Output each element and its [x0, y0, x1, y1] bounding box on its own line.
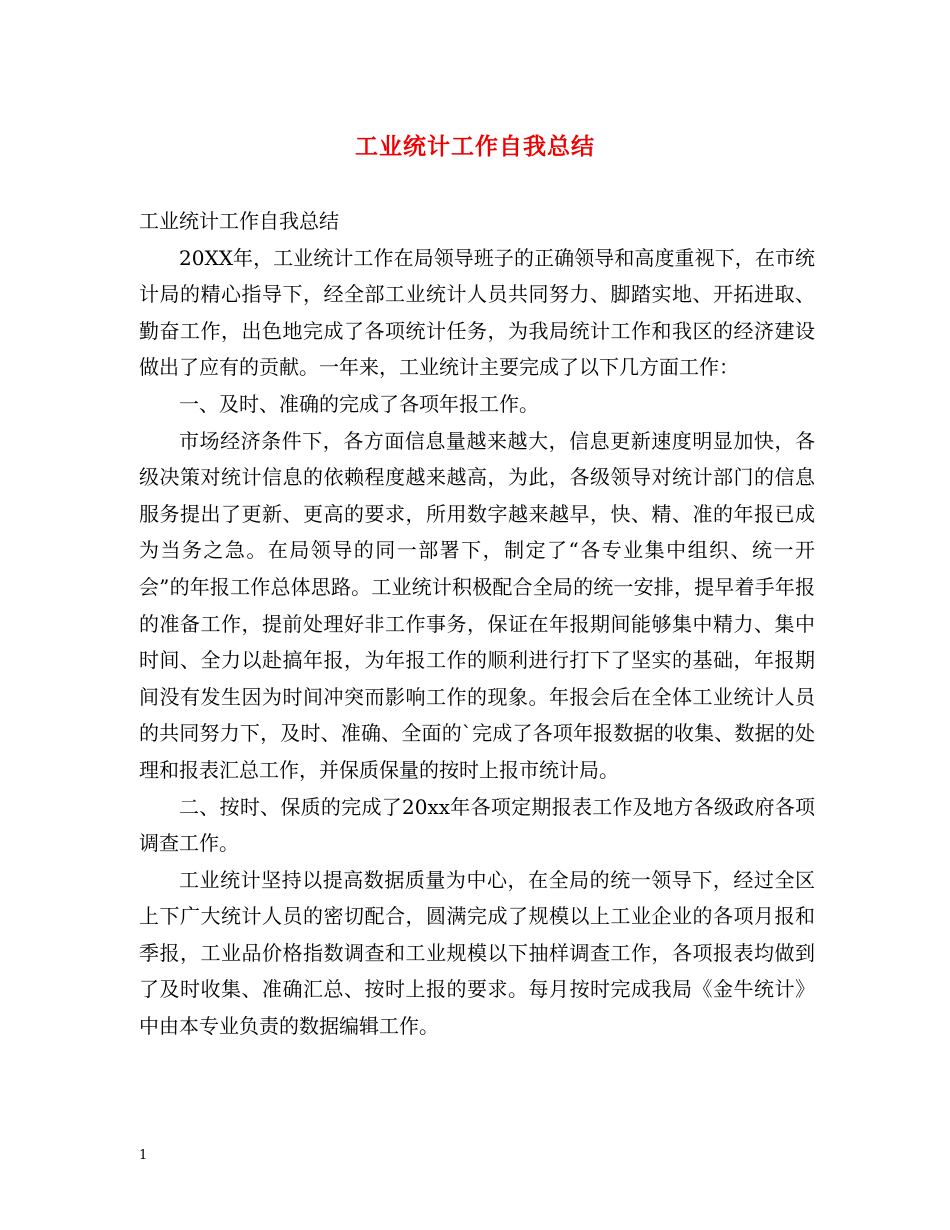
page-number: 1 — [139, 1148, 148, 1163]
paragraph-intro: 20XX年，工业统计工作在局领导班子的正确领导和高度重视下，在市统计局的精心指导下，经全部工业统计人员共同努力、脚踏实地、开拓进取、勤奋工作，出色地完成了各项统计任务，为我局统计工作和我区的经济建设做出了应有的贡献。一年来，工业统计主要完成了以下几方面工作： — [139, 245, 815, 380]
document-body — [139, 203, 815, 1045]
paragraph-data-quality: 工业统计坚持以提高数据质量为中心，在全局的统一领导下，经过全区上下广大统计人员的密切配合，圆满完成了规模以上工业企业的各项月报和季报，工业品价格指数调查和工业规模以下抽样调查工作，各项报表均做到了及时收集、准确汇总、按时上报的要求。每月按时完成我局《金牛统计》中由本专业负责的数据编辑工作。 — [139, 867, 815, 1039]
paragraph-annual-report: 市场经济条件下，各方面信息量越来越大，信息更新速度明显加快，各级决策对统计信息的依赖程度越来越高，为此，各级领导对统计部门的信息服务提出了更新、更高的要求，所用数字越来越早，快、精、准的年报已成为当务之急。在局领导的同一部署下，制定了“各专业集中组织、统一开会”的年报工作总体思路。工业统计积极配合全局的统一安排，提早着手年报的准备工作，提前处理好非工作事务，保证在年报期间能够集中精力、集中时间、全力以赴搞年报，为年报工作的顺利进行打下了坚实的基础，年报期间没有发生因为时间冲突而影响工作的现象。年报会后在全体工业统计人员的共同努力下，及时、准确、全面的`完成了各项年报数据的收集、数据的处理和报表汇总工作，并保质保量的按时上报市统计局。 — [139, 428, 815, 782]
body-heading: 工业统计工作自我总结 — [139, 209, 339, 233]
document-title: 工业统计工作自我总结 — [355, 134, 595, 160]
section-heading-1: 一、及时、准确的完成了各项年报工作。 — [179, 391, 539, 416]
section-heading-2: 二、按时、保质的完成了20xx年各项定期报表工作及地方各级政府各项调查工作。 — [139, 794, 815, 856]
